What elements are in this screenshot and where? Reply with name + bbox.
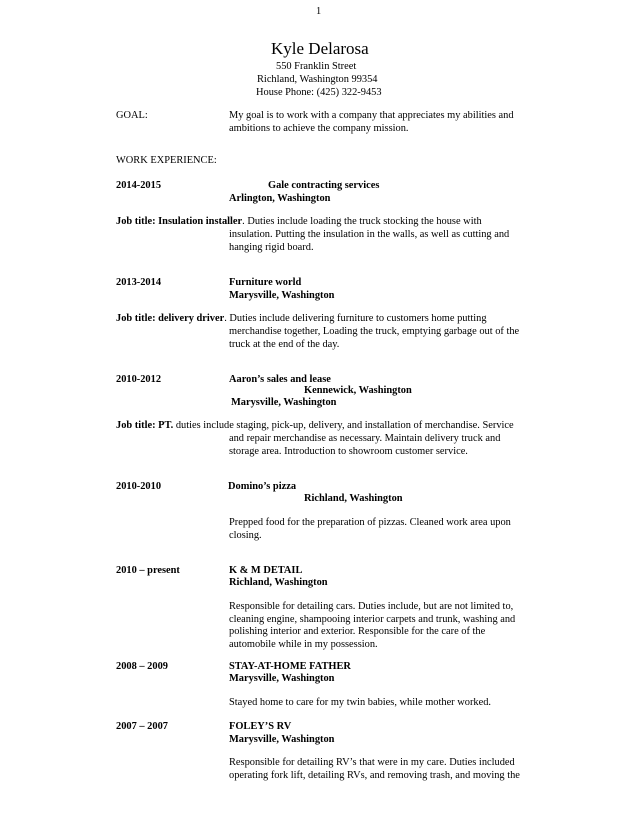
job-desc-line: hanging rigid board. (229, 241, 314, 253)
job-description (229, 697, 491, 710)
job-dates: 2010-2012 (116, 374, 162, 385)
job-company: Aaron’s sales and lease (229, 374, 331, 385)
job-company: Gale contracting services (268, 180, 380, 191)
job-description-cont (229, 326, 519, 351)
goal-label: GOAL: (116, 110, 148, 121)
job-desc-line: Responsible for detailing RV’s that were in my care. Duties included (229, 757, 515, 768)
job-description (229, 601, 515, 651)
job-company: Domino’s pizza (228, 481, 297, 492)
job-dates: 2010-2010 (116, 481, 162, 492)
job-desc-line: Responsible for detailing cars. Duties include, but are not limited to, (229, 601, 514, 612)
work-experience-heading: WORK EXPERIENCE: (116, 155, 217, 166)
job-desc-line: truck at the end of the day. (229, 338, 340, 350)
job-dates: 2008 – 2009 (116, 661, 168, 672)
job-desc-line: operating fork lift, detailing RVs, and removing trash, and moving the (229, 769, 520, 781)
job-description (229, 517, 511, 542)
phone: House Phone: (425) 322-9453 (256, 87, 382, 98)
job-title: Job title: PT. (116, 420, 174, 431)
job-company: Furniture world (229, 277, 302, 288)
job-desc-line: Prepped food for the preparation of pizzas. Cleaned work area upon (229, 517, 511, 528)
job-location-extra: Kennewick, Washington (304, 385, 412, 396)
job-desc-line: merchandise together, Loading the truck, emptying garbage out of the (229, 326, 520, 337)
goal-line: ambitions to achieve the company mission. (229, 122, 409, 134)
applicant-name: Kyle Delarosa (271, 39, 369, 58)
job-dates: 2014-2015 (116, 180, 162, 191)
job-company: STAY-AT-HOME FATHER (229, 661, 351, 672)
job-desc-line: Stayed home to care for my twin babies, while mother worked. (229, 697, 492, 708)
job-desc-line: . Duties include delivering furniture to customers home putting (224, 313, 487, 324)
job-location: Marysville, Washington (229, 734, 335, 745)
job-dates: 2013-2014 (116, 277, 162, 288)
job-desc-line: . Duties include loading the truck stocking the house with (242, 216, 482, 227)
job-title: Job title: delivery driver (116, 313, 225, 324)
job-location: Marysville, Washington (229, 673, 335, 684)
job-location: Richland, Washington (304, 493, 403, 504)
job-desc-line: duties include staging, pick-up, delivery, and installation of merchandise. Service (173, 420, 514, 431)
job-desc-line: storage area. Introduction to showroom customer service. (229, 445, 468, 457)
job-company: FOLEY’S RV (229, 721, 292, 732)
address-city: Richland, Washington 99354 (257, 74, 378, 85)
job-company: K & M DETAIL (229, 565, 303, 576)
job-desc-line: insulation. Putting the insulation in the walls, as well as cutting and (229, 229, 510, 240)
job-dates: 2007 – 2007 (116, 721, 168, 732)
job-location: Arlington, Washington (229, 193, 331, 204)
job-dates: 2010 – present (116, 565, 180, 576)
job-description (229, 757, 520, 782)
job-description (116, 216, 482, 229)
job-desc-line: and repair merchandise as necessary. Maintain delivery truck and (229, 433, 501, 444)
address-street: 550 Franklin Street (276, 61, 357, 72)
page-number: 1 (316, 6, 322, 17)
goal-text (229, 110, 514, 135)
job-location: Marysville, Washington (231, 397, 337, 408)
goal-line: My goal is to work with a company that appreciates my abilities and (229, 110, 514, 121)
job-description (116, 420, 514, 433)
job-desc-line: cleaning engine, shampooing interior carpets and trunk, washing and (229, 613, 516, 625)
job-location: Marysville, Washington (229, 290, 335, 301)
job-description-cont (229, 433, 500, 458)
job-desc-line: automobile while in my possession. (229, 638, 378, 650)
job-desc-line: closing. (229, 529, 262, 541)
job-description-cont (229, 229, 509, 254)
job-title: Job title: Insulation installer (116, 216, 243, 227)
job-desc-line: polishing interior and exterior. Responsible for the care of the (229, 626, 486, 638)
job-location: Richland, Washington (229, 577, 328, 588)
job-description (116, 313, 487, 326)
